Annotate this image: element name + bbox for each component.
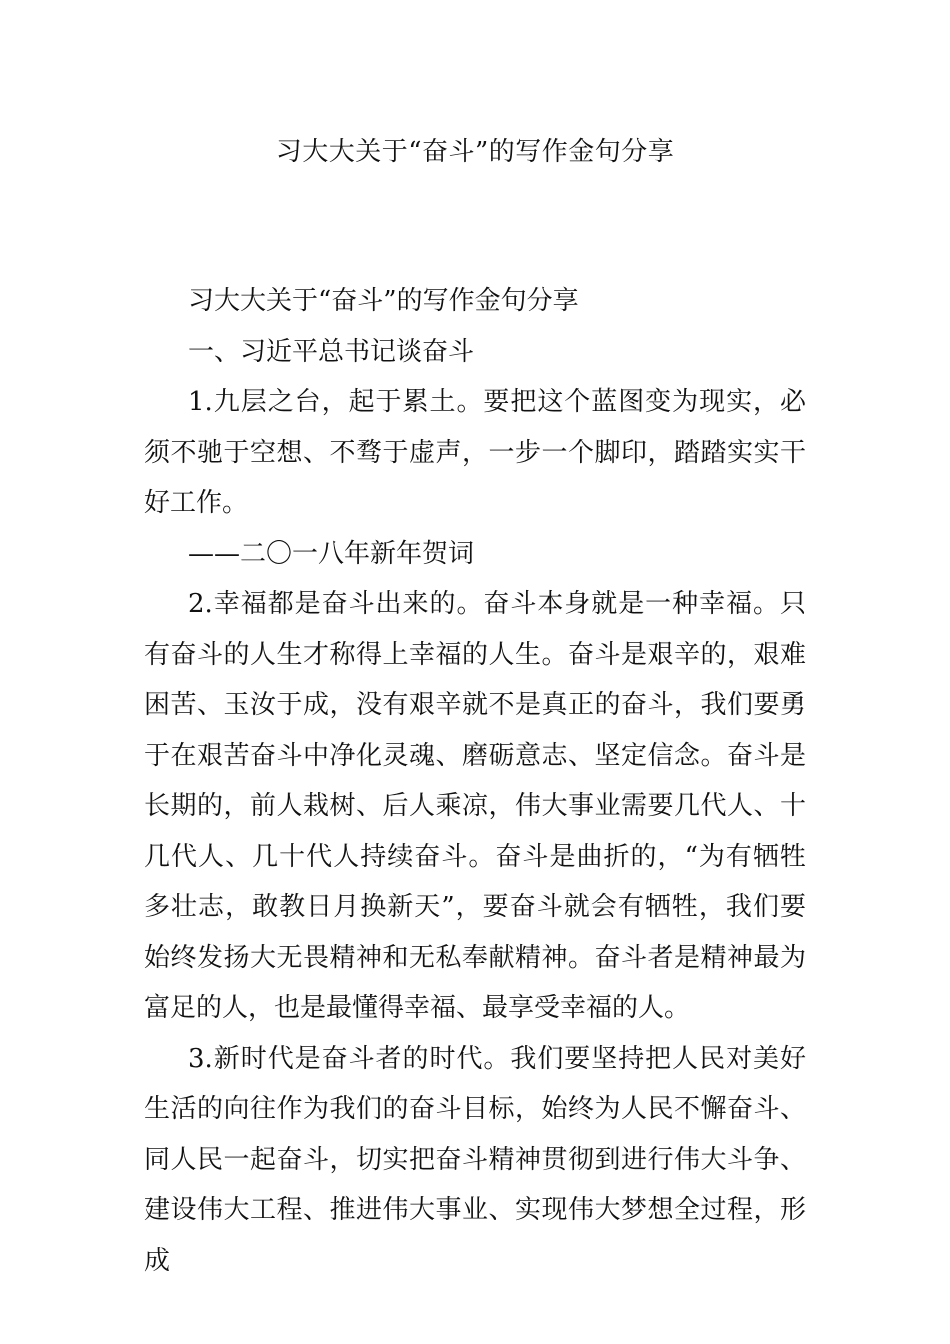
paragraph-quote-1: 1.九层之台，起于累土。要把这个蓝图变为现实，必须不驰于空想、不骛于虚声，一步一个脚印，踏踏实实干好工作。 (144, 387, 806, 518)
paragraph-quote-2: 2.幸福都是奋斗出来的。奋斗本身就是一种幸福。只有奋斗的人生才称得上幸福的人生。奋斗是艰辛的，艰难困苦、玉汝于成，没有艰辛就不是真正的奋斗，我们要勇于在艰苦奋斗中净化灵魂、磨砺意志、坚定信念。奋斗是长期的，前人栽树、后人乘凉，伟大事业需要几代人、十几代人、几十代人持续奋斗。奋斗是曲折的，“为有牺牲多壮志，敢教日月换新天”，要奋斗就会有牺牲，我们要始终发扬大无畏精神和无私奉献精神。奋斗者是精神最为富足的人，也是最懂得幸福、最享受幸福的人。 (144, 589, 806, 1023)
document-body (144, 276, 806, 1286)
paragraph-heading-repeat: 习大大关于“奋斗”的写作金句分享 (188, 286, 579, 316)
document-title: 习大大关于“奋斗”的写作金句分享 (275, 137, 675, 167)
paragraph-quote-3: 3.新时代是奋斗者的时代。我们要坚持把人民对美好生活的向往作为我们的奋斗目标，始终为人民不懈奋斗、同人民一起奋斗，切实把奋斗精神贯彻到进行伟大斗争、建设伟大工程、推进伟大事业、实现伟大梦想全过程，形成 (144, 1043, 806, 1276)
paragraph-source-1: ——二〇一八年新年贺词 (188, 538, 475, 569)
section-heading: 一、习近平总书记谈奋斗 (188, 336, 475, 367)
